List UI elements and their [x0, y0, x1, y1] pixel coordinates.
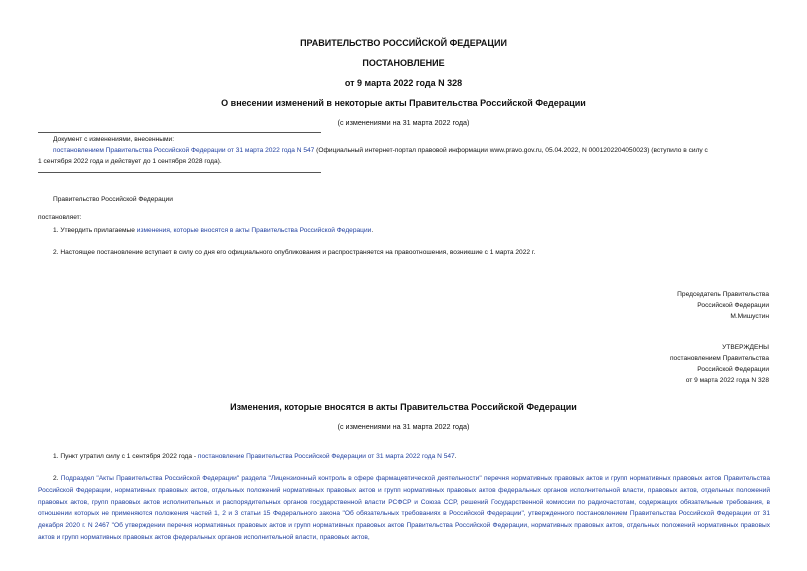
amendment-link[interactable]: постановлением Правительства Российской Федерации от 31 марта 2022 года N 547 — [53, 147, 315, 154]
document-type: ПОСТАНОВЛЕНИЕ — [362, 58, 445, 68]
item-1-suffix: . — [371, 227, 374, 234]
issuer: Правительство Российской Федерации — [53, 196, 173, 203]
annex-paragraph-1 — [53, 451, 457, 463]
approved-line-3: Российской Федерации — [697, 366, 769, 373]
annex-revision: (с изменениями на 31 марта 2022 года) — [337, 422, 470, 431]
annex-p2-link[interactable]: Подраздел "Акты Правительства Российской Федерации" раздела "Лицензионный контроль в сфере фармацевтической деятельности" перечня нормативных правовых актов и групп нормативных правовых актов Правительства Российской Федерации, нормативных правовых актов, отдельных положений нормативных правовых актов и групп нормативных правовых актов федеральных органов исполнительной власти, правовых актов, отдельных положений правовых актов, групп правовых актов исполнительных и распорядительных органов государственной власти РСФСР и Союза ССР, решений Государственной комиссии по радиочастотам, содержащих обязательные требования, в отношении которых не применяются положения частей 1, 2 и 3 статьи 15 Федерального закона "Об обязательных требованиях в Российской Федерации", утвержденного постановлением Правительства Российской Федерации от 31 декабря 2020 г. N 2467 "Об утверждении перечня нормативных правовых актов и групп нормативных правовых актов Правительства Российской Федерации, нормативных правовых актов, отдельных положений нормативных правовых актов и групп нормативных правовых актов федеральных органов исполнительной власти, правовых актов, — [38, 475, 770, 541]
date-number: от 9 марта 2022 года N 328 — [344, 78, 463, 88]
item-1-link[interactable]: изменения, которые вносятся в акты Правительства Российской Федерации — [136, 227, 372, 234]
annex-p1-link[interactable]: постановление Правительства Российской Федерации от 31 марта 2022 года N 547 — [197, 453, 455, 460]
annex-p1-prefix: 1. Пункт утратил силу с 1 сентября 2022 года - — [53, 453, 198, 460]
government-heading: ПРАВИТЕЛЬСТВО РОССИЙСКОЙ ФЕДЕРАЦИИ — [300, 38, 507, 48]
item-1 — [53, 225, 373, 237]
amendments-intro: Документ с изменениями, внесенными: — [53, 136, 175, 143]
amendments-bottom-rule — [38, 172, 321, 173]
approved-line-1: УТВЕРЖДЕНЫ — [722, 344, 769, 351]
decrees: постановляет: — [38, 214, 82, 221]
signature-line-1: Председатель Правительства — [677, 291, 769, 298]
document-title: О внесении изменений в некоторые акты Правительства Российской Федерации — [221, 98, 586, 108]
amendments-source: (Официальный интернет-портал правовой информации www.pravo.gov.ru, 05.04.2022, N 0001202204050023) (вступило в силу с — [314, 147, 708, 154]
annex-paragraph-2 — [38, 473, 770, 544]
signature-name: М.Мишустин — [730, 313, 769, 320]
annex-p1-suffix: . — [454, 453, 457, 460]
amendments-line2: 1 сентября 2022 года и действует до 1 сентября 2028 года). — [38, 158, 222, 165]
annex-title: Изменения, которые вносятся в акты Правительства Российской Федерации — [230, 402, 577, 412]
signature-line-2: Российской Федерации — [697, 302, 769, 309]
item-2: 2. Настоящее постановление вступает в силу со дня его официального опубликования и распространяется на правоотношения, возникшие с 1 марта 2022 г. — [53, 249, 536, 256]
approved-line-2: постановлением Правительства — [669, 355, 769, 362]
approved-line-4: от 9 марта 2022 года N 328 — [685, 377, 769, 384]
item-1-prefix: 1. Утвердить прилагаемые — [53, 227, 137, 234]
annex-p2-number: 2. — [53, 475, 61, 482]
amendments-top-rule — [38, 132, 321, 133]
revision-note: (с изменениями на 31 марта 2022 года) — [337, 118, 470, 127]
